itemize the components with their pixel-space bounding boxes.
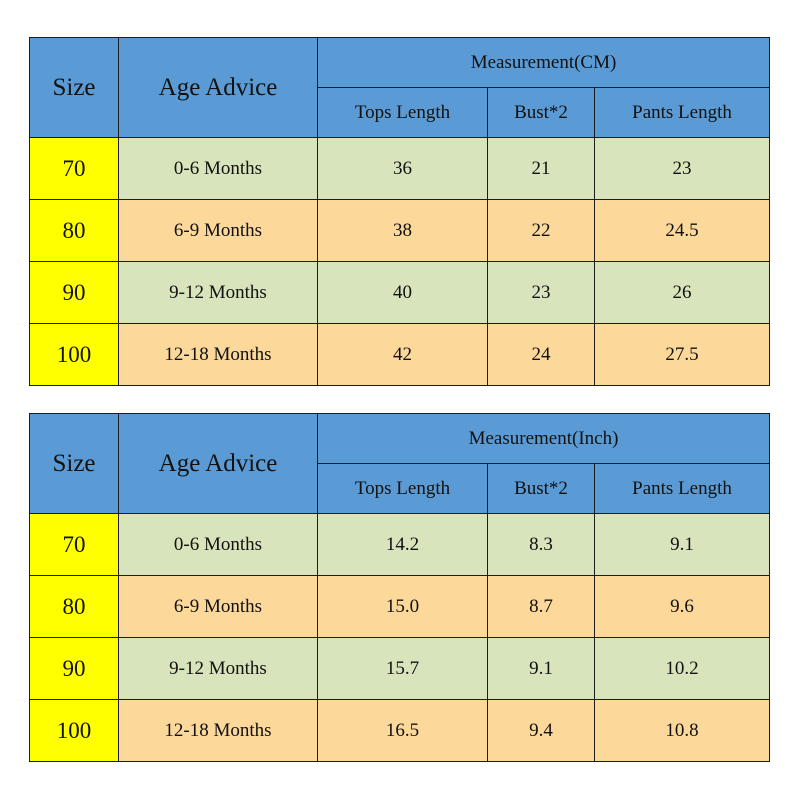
size-chart-inch-table — [29, 413, 770, 762]
pants-length-cell: 24.5 — [595, 200, 770, 262]
age-cell: 9-12 Months — [119, 638, 318, 700]
header-row — [30, 414, 770, 464]
tops-length-cell: 15.0 — [318, 576, 488, 638]
table-row — [30, 700, 770, 762]
bust-cell: 21 — [488, 138, 595, 200]
pants-length-header: Pants Length — [595, 464, 770, 514]
age-advice-header: Age Advice — [119, 38, 318, 138]
size-cell: 100 — [30, 324, 119, 386]
tops-length-cell: 42 — [318, 324, 488, 386]
pants-length-cell: 9.1 — [595, 514, 770, 576]
tops-length-cell: 15.7 — [318, 638, 488, 700]
pants-length-cell: 27.5 — [595, 324, 770, 386]
size-cell: 90 — [30, 262, 119, 324]
size-header: Size — [30, 38, 119, 138]
size-cell: 80 — [30, 576, 119, 638]
bust-cell: 9.4 — [488, 700, 595, 762]
bust-cell: 24 — [488, 324, 595, 386]
age-cell: 6-9 Months — [119, 200, 318, 262]
size-cell: 70 — [30, 138, 119, 200]
bust-header: Bust*2 — [488, 464, 595, 514]
age-cell: 12-18 Months — [119, 700, 318, 762]
table-row — [30, 638, 770, 700]
age-cell: 0-6 Months — [119, 514, 318, 576]
table-row — [30, 138, 770, 200]
tops-length-header: Tops Length — [318, 88, 488, 138]
bust-header: Bust*2 — [488, 88, 595, 138]
age-advice-header: Age Advice — [119, 414, 318, 514]
pants-length-cell: 23 — [595, 138, 770, 200]
table-row — [30, 324, 770, 386]
tops-length-cell: 14.2 — [318, 514, 488, 576]
bust-cell: 22 — [488, 200, 595, 262]
measurement-header: Measurement(Inch) — [318, 414, 770, 464]
size-cell: 90 — [30, 638, 119, 700]
bust-cell: 8.7 — [488, 576, 595, 638]
tops-length-cell: 16.5 — [318, 700, 488, 762]
measurement-header: Measurement(CM) — [318, 38, 770, 88]
table-row — [30, 200, 770, 262]
pants-length-cell: 10.8 — [595, 700, 770, 762]
bust-cell: 9.1 — [488, 638, 595, 700]
size-cell: 70 — [30, 514, 119, 576]
pants-length-cell: 26 — [595, 262, 770, 324]
age-cell: 9-12 Months — [119, 262, 318, 324]
size-cell: 80 — [30, 200, 119, 262]
table-row — [30, 576, 770, 638]
tops-length-cell: 38 — [318, 200, 488, 262]
age-cell: 6-9 Months — [119, 576, 318, 638]
header-row — [30, 38, 770, 88]
size-cell: 100 — [30, 700, 119, 762]
tops-length-cell: 40 — [318, 262, 488, 324]
table-row — [30, 262, 770, 324]
pants-length-cell: 9.6 — [595, 576, 770, 638]
table-row — [30, 514, 770, 576]
size-chart-cm-table — [29, 37, 770, 386]
age-cell: 0-6 Months — [119, 138, 318, 200]
size-header: Size — [30, 414, 119, 514]
bust-cell: 23 — [488, 262, 595, 324]
bust-cell: 8.3 — [488, 514, 595, 576]
age-cell: 12-18 Months — [119, 324, 318, 386]
tops-length-cell: 36 — [318, 138, 488, 200]
tops-length-header: Tops Length — [318, 464, 488, 514]
pants-length-cell: 10.2 — [595, 638, 770, 700]
pants-length-header: Pants Length — [595, 88, 770, 138]
